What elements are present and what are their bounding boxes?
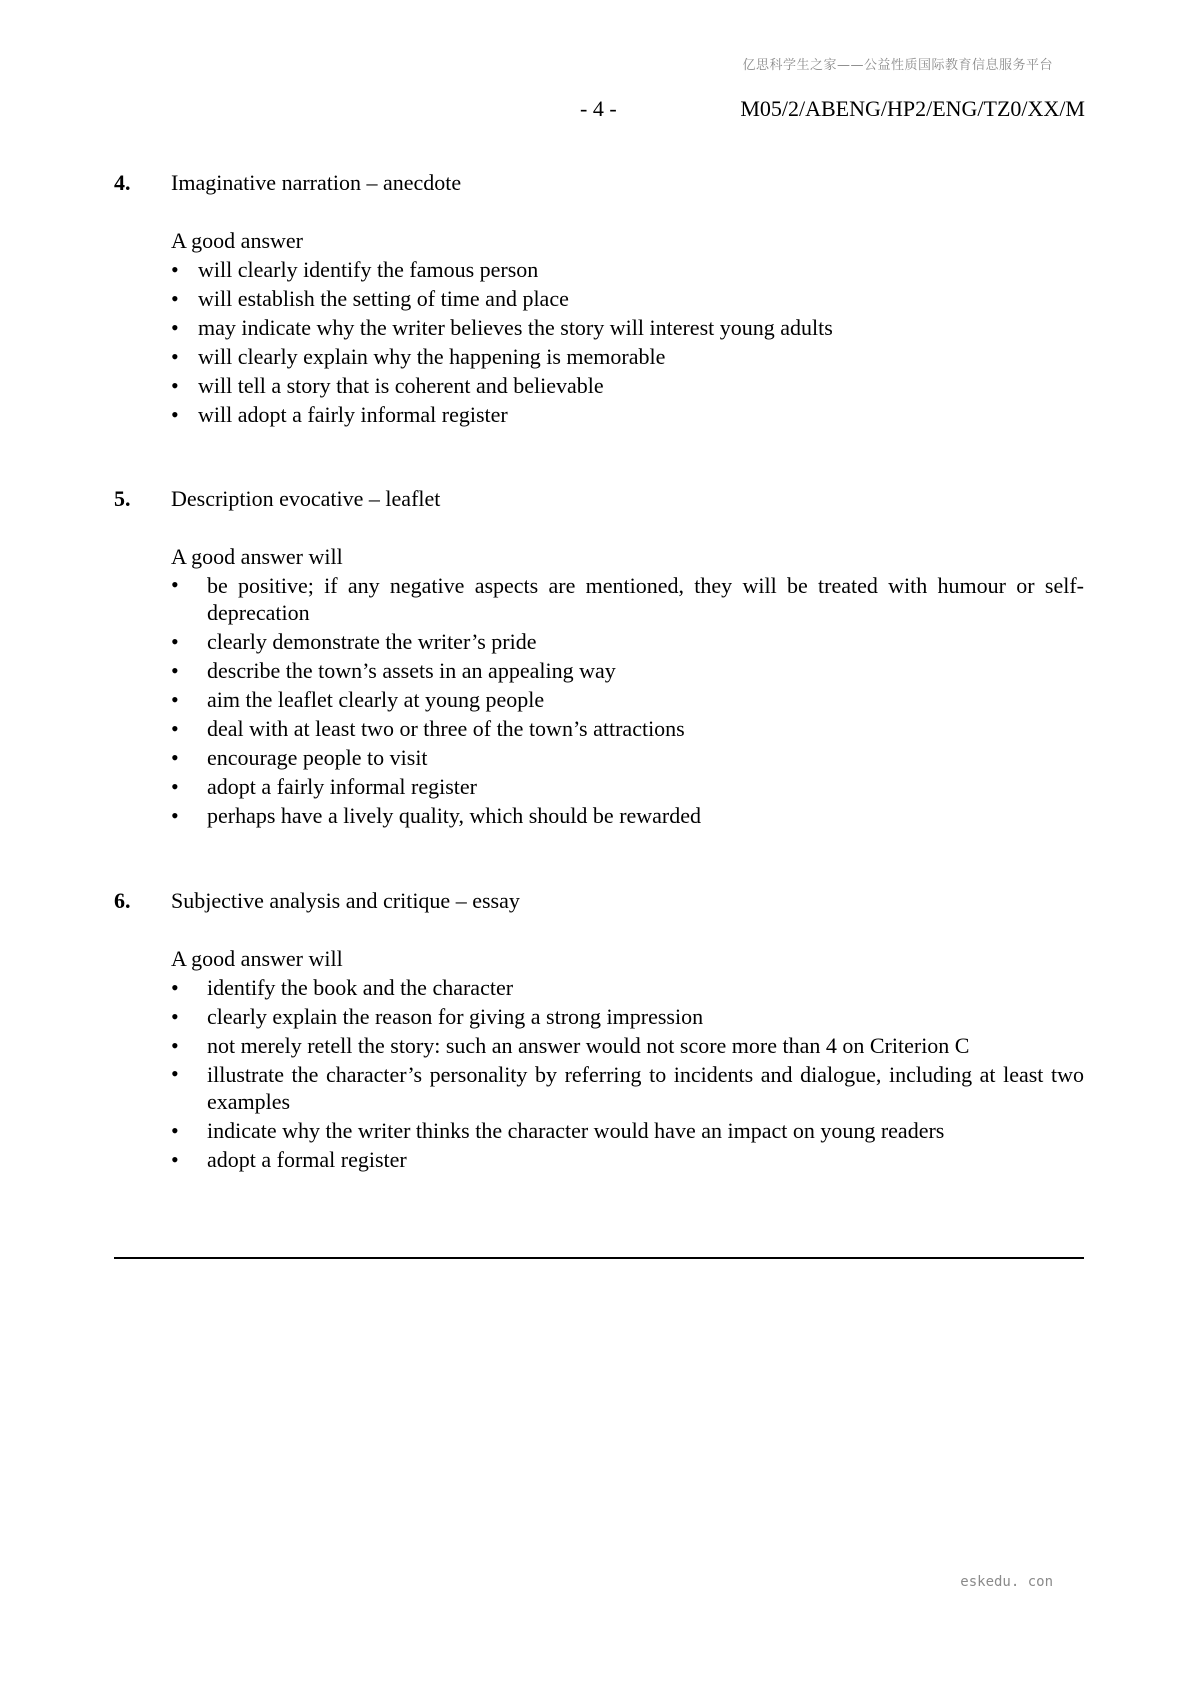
bullet-icon: • xyxy=(171,286,179,311)
watermark-top: 亿思科学生之家——公益性质国际教育信息服务平台 xyxy=(742,58,1053,73)
list-item: • will clearly identify the famous person xyxy=(171,257,539,282)
list-item: • will tell a story that is coherent and believable xyxy=(171,373,604,398)
question-heading xyxy=(114,170,1084,200)
list-item: • describe the town’s assets in an appealing way xyxy=(171,658,616,683)
question-intro: A good answer will xyxy=(171,946,343,971)
question-title: Imaginative narration – anecdote xyxy=(171,170,462,195)
question-5 xyxy=(114,486,1084,830)
bullet-list xyxy=(171,255,1084,429)
list-item: • indicate why the writer thinks the character would have an impact on young readers xyxy=(171,1118,945,1143)
bullet-list xyxy=(171,571,1084,830)
document-code: M05/2/ABENG/HP2/ENG/TZ0/XX/M xyxy=(740,96,1085,121)
bullet-icon: • xyxy=(171,1004,179,1029)
list-item: • clearly demonstrate the writer’s pride xyxy=(171,629,537,654)
end-rule xyxy=(114,1257,1084,1259)
bullet-icon: • xyxy=(171,803,179,828)
list-item: • encourage people to visit xyxy=(171,745,428,770)
list-item: • deal with at least two or three of the town’s attractions xyxy=(171,716,685,741)
list-item: • adopt a formal register xyxy=(171,1147,407,1172)
bullet-icon: • xyxy=(171,572,179,597)
list-item: • will establish the setting of time and place xyxy=(171,286,569,311)
question-intro: A good answer xyxy=(171,228,303,253)
question-number: 5. xyxy=(114,486,131,511)
bullet-icon: • xyxy=(171,629,179,654)
page-number: - 4 - xyxy=(580,96,617,121)
bullet-icon: • xyxy=(171,975,179,1000)
question-heading xyxy=(114,486,1084,516)
bullet-icon: • xyxy=(171,402,179,427)
list-item: • may indicate why the writer believes the story will interest young adults xyxy=(171,315,833,340)
question-6 xyxy=(114,888,1084,1174)
question-heading xyxy=(114,888,1084,918)
list-item: • identify the book and the character xyxy=(171,975,514,1000)
bullet-list xyxy=(171,973,1084,1174)
list-item: • illustrate the character’s personality by referring to incidents and dialogue, including at least two examples xyxy=(171,1061,1084,1114)
list-item: • will adopt a fairly informal register xyxy=(171,402,508,427)
bullet-icon: • xyxy=(171,774,179,799)
question-title: Description evocative – leaflet xyxy=(171,486,441,511)
bullet-icon: • xyxy=(171,687,179,712)
bullet-icon: • xyxy=(171,1147,179,1172)
question-intro: A good answer will xyxy=(171,544,343,569)
bullet-icon: • xyxy=(171,745,179,770)
bullet-icon: • xyxy=(171,315,179,340)
bullet-icon: • xyxy=(171,373,179,398)
bullet-icon: • xyxy=(171,716,179,741)
bullet-icon: • xyxy=(171,658,179,683)
bullet-icon: • xyxy=(171,1061,179,1086)
list-item: • not merely retell the story: such an answer would not score more than 4 on Criterion C xyxy=(171,1033,970,1058)
list-item: • be positive; if any negative aspects are mentioned, they will be treated with humour or self-deprecation xyxy=(171,572,1084,625)
question-title: Subjective analysis and critique – essay xyxy=(171,888,520,913)
bullet-icon: • xyxy=(171,1118,179,1143)
list-item: • adopt a fairly informal register xyxy=(171,774,478,799)
list-item: • clearly explain the reason for giving a strong impression xyxy=(171,1004,704,1029)
bullet-icon: • xyxy=(171,257,179,282)
watermark-bottom: eskedu. con xyxy=(960,1574,1053,1590)
question-4 xyxy=(114,170,1084,429)
list-item: • aim the leaflet clearly at young people xyxy=(171,687,545,712)
question-number: 4. xyxy=(114,170,131,195)
question-number: 6. xyxy=(114,888,131,913)
list-item: • perhaps have a lively quality, which should be rewarded xyxy=(171,803,702,828)
list-item: • will clearly explain why the happening is memorable xyxy=(171,344,666,369)
bullet-icon: • xyxy=(171,344,179,369)
bullet-icon: • xyxy=(171,1033,179,1058)
